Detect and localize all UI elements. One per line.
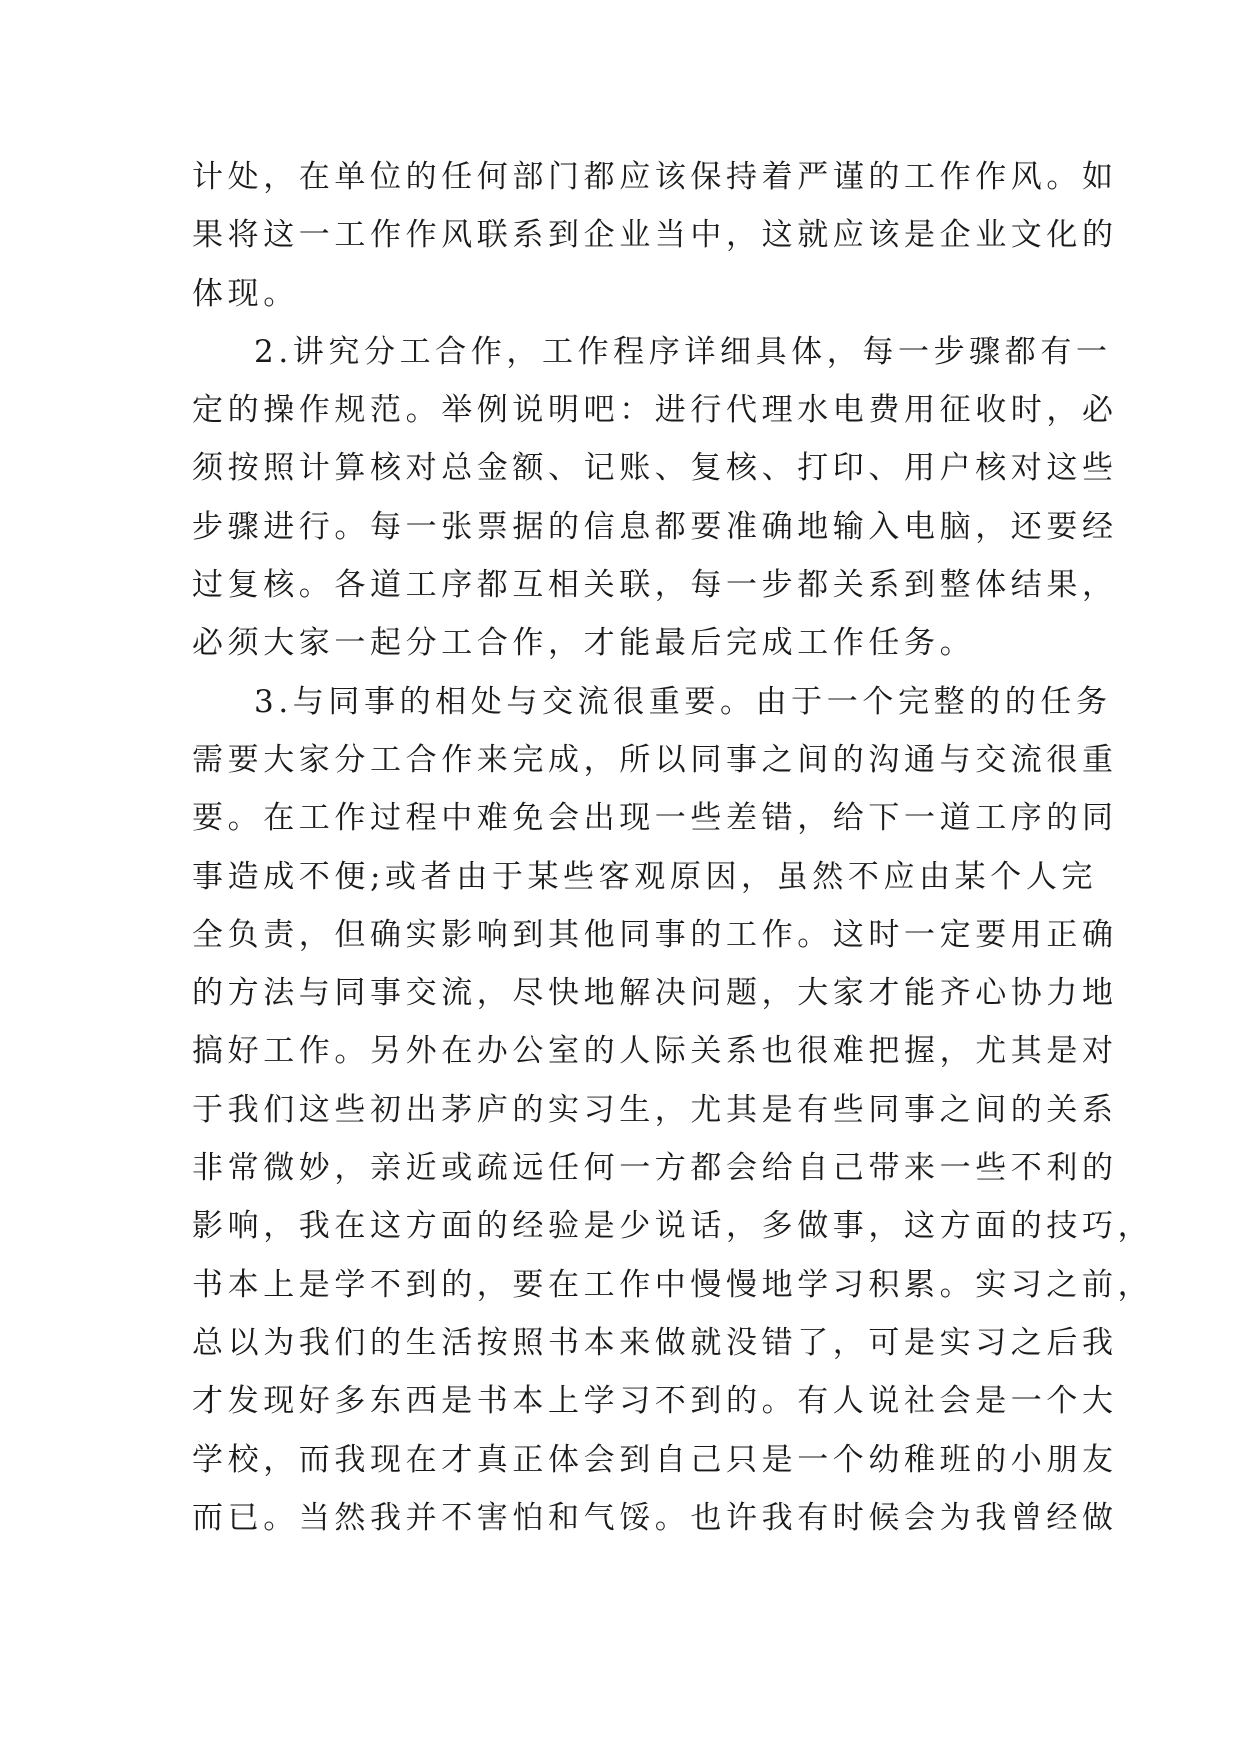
text-line: 于我们这些初出茅庐的实习生，尤其是有些同事之间的关系 — [192, 1091, 1118, 1128]
text-line: 学校，而我现在才真正体会到自己只是一个幼稚班的小朋友 — [192, 1441, 1118, 1478]
text-line: 事造成不便;或者由于某些客观原因，虽然不应由某个人完 — [192, 858, 1098, 895]
text-line: 而已。当然我并不害怕和气馁。也许我有时候会为我曾经做 — [192, 1499, 1118, 1536]
paragraph-2-first-line: 2.讲究分工合作，工作程序详细具体，每一步骤都有一 — [254, 333, 1112, 370]
text-line: 书本上是学不到的，要在工作中慢慢地学习积累。实习之前， — [192, 1266, 1154, 1303]
text-line: 非常微妙，亲近或疏远任何一方都会给自己带来一些不利的 — [192, 1150, 1118, 1187]
text-line: 计处，在单位的任何部门都应该保持着严谨的工作作风。如 — [192, 159, 1118, 195]
text-line: 需要大家分工合作来完成，所以同事之间的沟通与交流很重 — [192, 741, 1118, 778]
text-line: 定的操作规范。举例说明吧：进行代理水电费用征收时，必 — [192, 392, 1118, 429]
text-line: 全负责，但确实影响到其他同事的工作。这时一定要用正确 — [192, 916, 1118, 953]
text-line: 总以为我们的生活按照书本来做就没错了，可是实习之后我 — [192, 1324, 1118, 1361]
text-line: 搞好工作。另外在办公室的人际关系也很难把握，尤其是对 — [192, 1033, 1118, 1070]
body-text — [192, 148, 1154, 1547]
text-line: 才发现好多东西是书本上学习不到的。有人说社会是一个大 — [192, 1383, 1118, 1420]
text-line: 过复核。各道工序都互相关联，每一步都关系到整体结果， — [192, 567, 1118, 604]
text-line: 必须大家一起分工合作，才能最后完成工作任务。 — [192, 625, 976, 662]
text-line: 要。在工作过程中难免会出现一些差错，给下一道工序的同 — [192, 800, 1118, 837]
text-line: 步骤进行。每一张票据的信息都要准确地输入电脑，还要经 — [192, 508, 1118, 545]
text-line: 须按照计算核对总金额、记账、复核、打印、用户核对这些 — [192, 450, 1118, 487]
paragraph-3-first-line: 3.与同事的相处与交流很重要。由于一个完整的的任务 — [254, 683, 1112, 720]
text-line: 影响，我在这方面的经验是少说话，多做事，这方面的技巧， — [192, 1208, 1154, 1245]
text-line: 果将这一工作作风联系到企业当中，这就应该是企业文化的 — [192, 217, 1118, 254]
text-line: 体现。 — [192, 275, 299, 312]
text-line: 的方法与同事交流，尽快地解决问题，大家才能齐心协力地 — [192, 975, 1118, 1012]
